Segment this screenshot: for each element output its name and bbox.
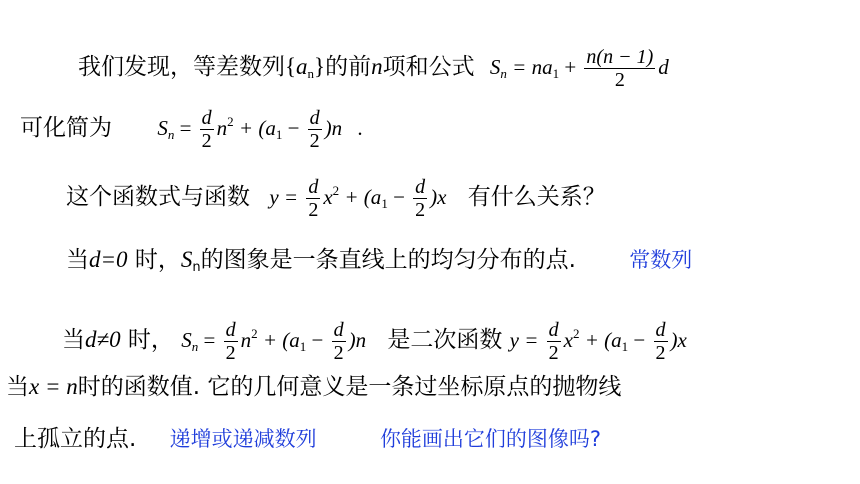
sum-formula: $S_n = na_1$ + $\frac{n(n - 1)}{2}$ d: [489, 46, 669, 91]
line-1: 我们发现，等差数列$\{a_n\}$的前n项和公式 $S_n = na_1$ + $\frac{n(n - 1)}{2}$ d: [78, 46, 669, 91]
note-constant-sequence: 常数列: [629, 248, 693, 272]
note-monotonic-sequence: 递增或递减数列: [169, 427, 317, 451]
simplify-label: 可化简为: [20, 114, 112, 141]
note-question: 你能画出它们的图像吗?: [379, 427, 602, 451]
line-6: 当x = n时的函数值. 它的几何意义是一条过坐标原点的抛物线: [6, 374, 622, 400]
line-4: 当d=0 时，$S_n$的图象是一条直线上的均匀分布的点. 常数列: [66, 247, 693, 275]
line-3: 这个函数式与函数 y = $\frac{d}{2}$ $x^2 + (a_1$ − $\frac{d}{2}$ )x 有什么关系？: [66, 176, 606, 221]
line1-text-a: 我们发现，等差数列: [78, 53, 285, 80]
line-5: 当d≠0 时， $S_n$ = $\frac{d}{2}$ $n^2 + (a_1$ − $\frac{d}{2}$ )n 是二次函数 y = $\frac{d}{2}$ $x^2 + (a_1$ − $\frac{d}{2}$ )x: [62, 319, 687, 364]
line-7: 上孤立的点. 递增或递减数列 你能画出它们的图像吗?: [14, 426, 602, 452]
simplified-formula: $S_n$ = $\frac{d}{2}$ $n^2 + (a_1$ − $\frac{d}{2}$ )n .: [157, 107, 363, 152]
line-2: [20, 107, 363, 153]
function-formula: y = $\frac{d}{2}$ $x^2 + (a_1$ − $\frac{d}{2}$ )x: [269, 176, 447, 221]
seq-symbol: a: [296, 53, 308, 79]
fraction: $\frac{n(n - 1)}{2}$: [586, 46, 654, 91]
